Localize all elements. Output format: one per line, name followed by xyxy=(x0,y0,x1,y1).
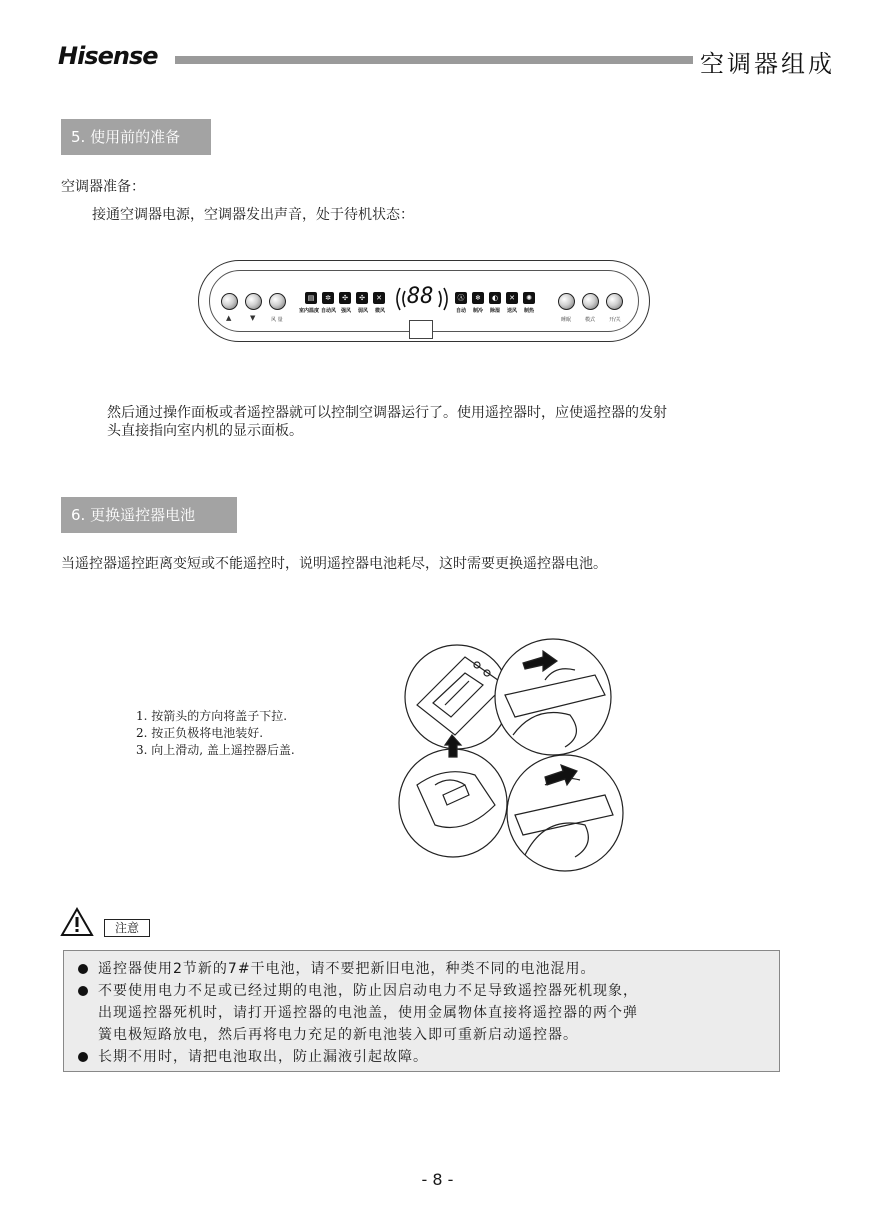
battery-replacement-illustration xyxy=(395,635,625,875)
caution-note-box xyxy=(63,950,780,1072)
room-temp-label: 室内温度 xyxy=(299,308,320,314)
temperature-display: 88 xyxy=(407,284,434,309)
cool-mode-indicator-icon: ❄ xyxy=(472,292,484,304)
heat-mode-indicator-icon: ✺ xyxy=(523,292,535,304)
dry-mode-label: 除湿 xyxy=(490,308,501,314)
auto-fan-indicator-icon: ✲ xyxy=(322,292,334,304)
breeze-fan-indicator-icon: ✕ xyxy=(373,292,385,304)
page-number: - 8 - xyxy=(421,1170,454,1189)
cool-mode-label: 制冷 xyxy=(473,308,484,314)
instruction-line-1: 然后通过操作面板或者遥控器就可以控制空调器运行了。使用遥控器时，应使遥控器的发射 xyxy=(107,405,667,421)
heat-mode-label: 制热 xyxy=(524,308,535,314)
power-on-text: 接通空调器电源，空调器发出声音，处于待机状态： xyxy=(92,207,414,223)
breeze-fan-label: 微风 xyxy=(375,308,386,314)
low-fan-indicator-icon: ✣ xyxy=(356,292,368,304)
power-label: 开/关 xyxy=(609,317,621,323)
page-section-title: 空调器组成 xyxy=(700,50,835,78)
battery-intro: 当遥控器遥控距离变短或不能遥控时，说明遥控器电池耗尽，这时需要更换遥控器电池。 xyxy=(61,556,607,572)
sleep-button-knob xyxy=(558,293,575,310)
step-2: 2. 按正负极将电池装好. xyxy=(136,726,264,740)
caution-item-2-line-3: 簧电极短路放电，然后再将电力充足的新电池装入即可重新启动遥控器。 xyxy=(98,1027,578,1043)
up-label: ▲ xyxy=(226,314,232,322)
mode-button-knob xyxy=(582,293,599,310)
warning-triangle-icon xyxy=(60,907,94,937)
step-3: 3. 向上滑动, 盖上遥控器后盖. xyxy=(136,743,295,757)
mode-label: 模式 xyxy=(585,317,596,323)
down-button-knob xyxy=(245,293,262,310)
caution-label: 注意 xyxy=(104,919,150,937)
ir-receiver-window xyxy=(409,320,433,339)
caution-item-2-line-2: 出现遥控器死机时，请打开遥控器的电池盖，使用金属物体直接将遥控器的两个弹 xyxy=(98,1005,638,1021)
fan-mode-label: 送风 xyxy=(507,308,518,314)
battery-steps xyxy=(136,708,295,759)
caution-item-3-line-1: 长期不用时，请把电池取出，防止漏液引起故障。 xyxy=(98,1049,428,1065)
auto-fan-label: 自动风 xyxy=(321,308,337,314)
dry-mode-indicator-icon: ◐ xyxy=(489,292,501,304)
step-1: 1. 按箭头的方向将盖子下拉. xyxy=(136,709,288,723)
strong-fan-label: 强风 xyxy=(341,308,352,314)
header-rule xyxy=(175,56,693,64)
caution-item-2 xyxy=(76,980,769,1046)
sleep-label: 睡眠 xyxy=(561,317,572,323)
power-button-knob xyxy=(606,293,623,310)
prep-label: 空调器准备： xyxy=(61,179,145,195)
fan-mode-indicator-icon: ✕ xyxy=(506,292,518,304)
fan-speed-button-knob xyxy=(269,293,286,310)
down-label: ▼ xyxy=(250,314,256,322)
brand-logo: Hisense xyxy=(58,42,158,70)
caution-item-3 xyxy=(76,1046,769,1068)
fan-speed-label: 风 量 xyxy=(271,317,283,323)
low-fan-label: 弱风 xyxy=(358,308,369,314)
auto-mode-indicator-icon: Ⓐ xyxy=(455,292,467,304)
room-temp-indicator-icon: ▤ xyxy=(305,292,317,304)
up-button-knob xyxy=(221,293,238,310)
section-6-heading: 6. 更换遥控器电池 xyxy=(61,497,237,533)
caution-item-1-line-1: 遥控器使用2节新的7#干电池，请不要把新旧电池，种类不同的电池混用。 xyxy=(98,961,596,977)
strong-fan-indicator-icon: ✣ xyxy=(339,292,351,304)
section-5-heading: 5. 使用前的准备 xyxy=(61,119,211,155)
instruction-line-2: 头直接指向室内机的显示面板。 xyxy=(107,423,303,439)
auto-mode-label: 自动 xyxy=(456,308,467,314)
caution-item-2-line-1: 不要使用电力不足或已经过期的电池，防止因启动电力不足导致遥控器死机现象， xyxy=(98,983,638,999)
caution-item-1 xyxy=(76,958,769,980)
